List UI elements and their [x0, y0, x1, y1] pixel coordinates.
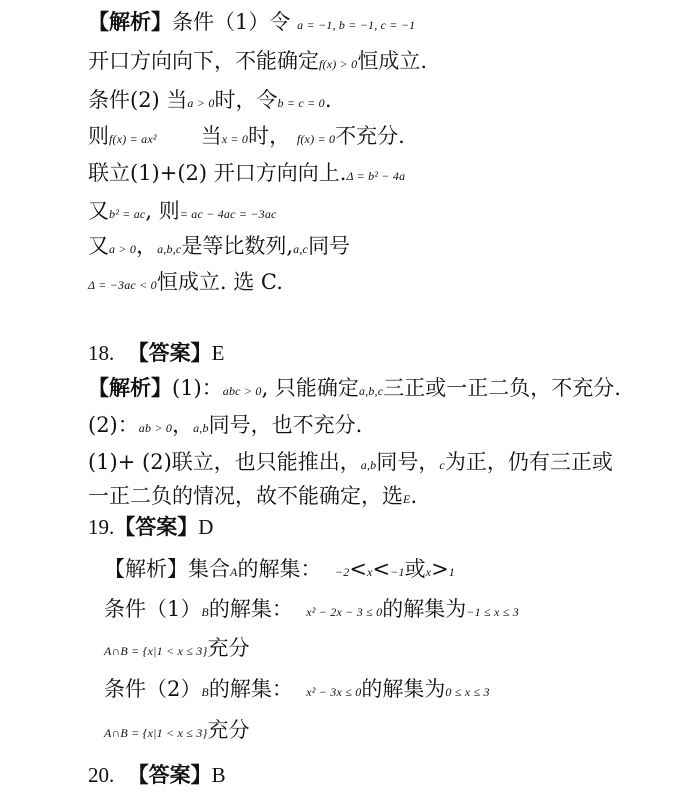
math-expression: B: [201, 685, 209, 699]
math-expression: −1 ≤ x ≤ 3: [466, 605, 519, 619]
math-expression: a,b: [360, 458, 377, 472]
symbol: <: [372, 557, 391, 581]
text: 同号: [308, 234, 351, 258]
math-expression: x = 0: [221, 132, 249, 146]
text: .: [324, 88, 332, 112]
math-expression: f(x) > 0: [319, 57, 358, 71]
analysis-label: 【解析】: [88, 375, 172, 400]
text: 一正二负的情况，故不能确定，选: [88, 484, 403, 508]
text: 又: [88, 199, 109, 223]
math-expression: A∩B = {x|1 < x ≤ 3}: [104, 644, 208, 658]
text: 的解集：: [208, 677, 293, 701]
text: 的解集为: [382, 597, 467, 621]
analysis-17-line-4: [88, 122, 405, 153]
text: 条件（1）令: [172, 10, 291, 34]
text: 充分: [207, 636, 250, 660]
text: (2)：: [88, 413, 139, 437]
math-expression: a > 0: [109, 242, 137, 256]
analysis-18-line-1: [88, 374, 621, 405]
question-number: 19.: [88, 515, 115, 539]
text: , 只能确定: [261, 376, 359, 400]
math-expression: f(x) = ax²: [109, 132, 157, 146]
analysis-17-line-8: [88, 268, 283, 299]
analysis-17-line-5: [88, 159, 405, 190]
analysis-17-line-2: [88, 47, 427, 78]
text: 时，令: [214, 88, 278, 112]
answer-label: 【答案】: [127, 340, 212, 365]
analysis-18-line-4: [88, 482, 417, 513]
math-expression: x² − 3x ≤ 0: [306, 685, 362, 699]
math-expression: a,b,c: [157, 242, 182, 256]
math-expression: x² − 2x − 3 ≤ 0: [306, 605, 383, 619]
analysis-19-line-1: [104, 555, 455, 586]
answer-label: 【答案】: [127, 762, 212, 787]
math-expression: A: [230, 565, 238, 579]
analysis-17-line-7: [88, 232, 350, 263]
condition-2-result: [104, 716, 249, 747]
math-expression: −2: [334, 565, 350, 579]
math-expression: a,b,c: [358, 384, 384, 398]
text: 又: [88, 234, 109, 258]
text: (1)：: [172, 376, 223, 400]
analysis-17-line-6: [88, 197, 277, 228]
text: 或: [404, 557, 426, 581]
question-number: 18.: [88, 341, 115, 365]
text: 时，: [248, 124, 291, 148]
math-expression: a,c: [293, 242, 309, 256]
text: 的解集为: [361, 677, 446, 701]
text: 恒成立.: [357, 49, 428, 73]
symbol: >: [431, 557, 449, 581]
math-expression: 0 ≤ x ≤ 3: [445, 685, 490, 699]
math-expression: f(x) = 0: [296, 132, 336, 146]
condition-2-line: [104, 675, 490, 706]
math-expression: a > 0: [187, 96, 215, 110]
math-expression: ab > 0: [138, 421, 173, 435]
math-expression: b = c = 0: [277, 96, 325, 110]
analysis-17-line-1: [88, 8, 415, 39]
math-expression: a,b: [193, 421, 209, 435]
math-expression: −1: [390, 565, 405, 579]
text: .: [410, 484, 418, 508]
condition-1-result: [104, 634, 249, 665]
text: 【解析】集合: [104, 557, 230, 581]
math-expression: a = −1, b = −1, c = −1: [297, 18, 416, 32]
text: 条件（1）: [104, 597, 202, 621]
answer-value: E: [211, 341, 225, 365]
answer-label: 【答案】: [114, 514, 199, 539]
text: 充分: [207, 718, 250, 742]
math-expression: c: [439, 458, 445, 472]
text: 开口方向向下，不能确定: [88, 49, 319, 73]
symbol: <: [349, 557, 367, 581]
analysis-17-line-3: [88, 86, 332, 117]
text: 同号，: [376, 450, 440, 474]
text: 当: [200, 124, 222, 148]
text: 联立(1)+(2) 开口方向向上.: [88, 161, 347, 185]
text: 条件(2) 当: [88, 88, 188, 112]
math-expression: E: [403, 492, 411, 506]
analysis-label: 【解析】: [88, 9, 172, 34]
analysis-18-line-3: [88, 448, 613, 479]
text: 为正，仍有三正或: [444, 450, 613, 474]
math-expression: A∩B = {x|1 < x ≤ 3}: [104, 726, 208, 740]
question-number: 20.: [88, 763, 115, 787]
text: 不充分.: [335, 124, 405, 148]
text: 则: [88, 124, 109, 148]
question-20-answer: [88, 761, 226, 789]
text: 三正或一正二负，不充分.: [383, 376, 621, 400]
math-expression: abc > 0: [222, 384, 262, 398]
text: 是等比数列,: [181, 234, 294, 258]
text: 的解集：: [208, 597, 293, 621]
answer-value: D: [198, 515, 214, 539]
text: ，: [136, 234, 158, 258]
math-expression: B: [201, 605, 209, 619]
text: 恒成立. 选 C.: [156, 270, 283, 294]
math-expression: b² = ac: [109, 207, 146, 221]
condition-1-line: [104, 595, 519, 626]
text: ，: [172, 413, 194, 437]
math-expression: Δ = −3ac < 0: [88, 278, 157, 292]
math-expression: x: [367, 565, 373, 579]
question-18-answer: [88, 339, 224, 367]
text: 的解集：: [237, 557, 322, 581]
text: 同号，也不充分.: [208, 413, 363, 437]
text: 条件（2）: [104, 677, 202, 701]
math-expression: x: [425, 565, 432, 579]
answer-value: B: [211, 763, 226, 787]
text: , 则: [145, 199, 180, 223]
math-expression: 1: [448, 565, 455, 579]
text: (1)+ (2)联立，也只能推出，: [88, 450, 361, 474]
question-19-answer: [88, 513, 213, 541]
analysis-18-line-2: [88, 411, 362, 442]
math-expression: Δ = b² − 4a: [346, 169, 406, 183]
math-expression: = ac − 4ac = −3ac: [179, 207, 277, 221]
